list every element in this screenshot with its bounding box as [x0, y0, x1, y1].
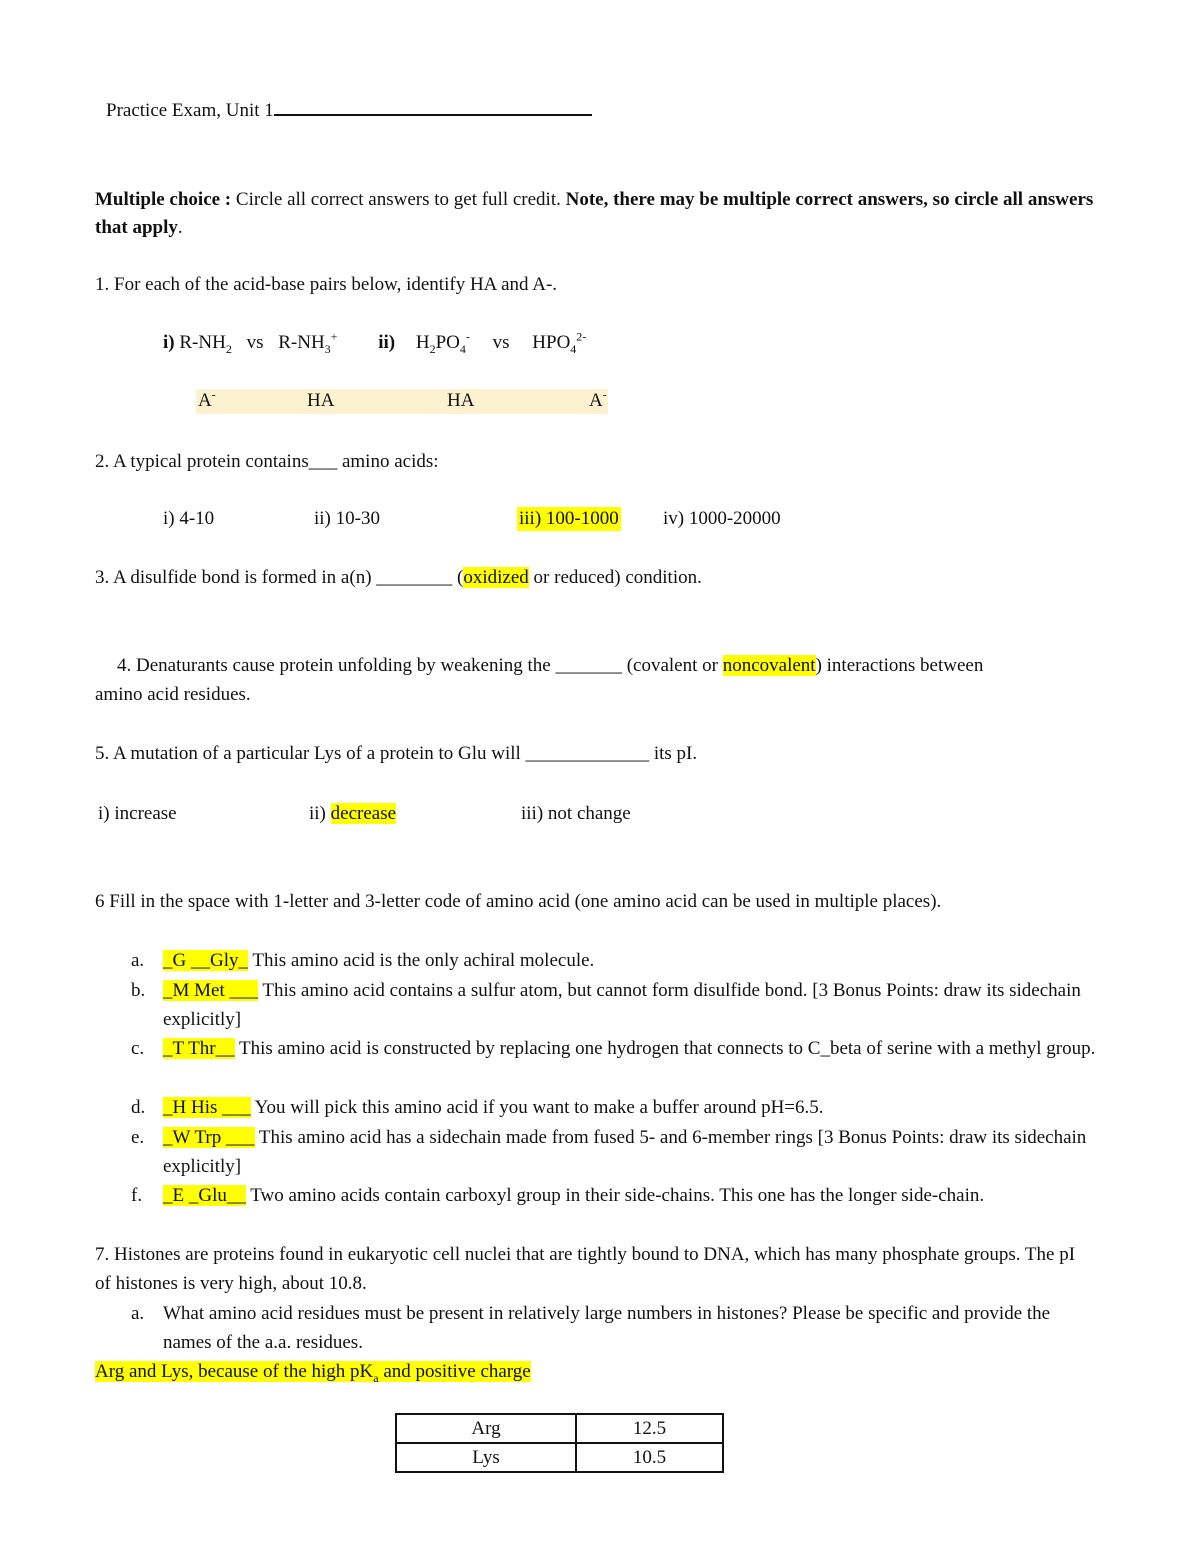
q6-item-letter: c. — [131, 1038, 145, 1059]
page-title — [106, 99, 592, 123]
q5-option-2-answer: decrease — [330, 803, 397, 824]
q6-item-c — [163, 1034, 1108, 1063]
q3-pre: 3. A disulfide bond is formed in a(n) ________ ( — [95, 567, 464, 588]
table-cell: Arg — [396, 1414, 576, 1443]
q5-option-2-label: ii) — [309, 803, 331, 824]
q6-item-b — [163, 976, 1108, 1034]
q6-item-d — [163, 1093, 1108, 1122]
q6-item-letter: a. — [131, 950, 145, 971]
table-cell: Lys — [396, 1443, 576, 1472]
pair-ii-vs: vs — [492, 332, 510, 353]
q6-item-answer: _E _Glu__ — [163, 1185, 246, 1206]
q1-answer-row — [196, 389, 608, 414]
pair-ii-b: HPO — [532, 332, 571, 353]
q1-answer-4: A- — [589, 387, 607, 411]
q6-item-e — [163, 1123, 1108, 1181]
q6-item-letter: d. — [131, 1097, 146, 1118]
table-row — [396, 1414, 723, 1443]
pair-ii-a-sub2: 4 — [459, 341, 466, 356]
q6-item-text: This amino acid contains a sulfur atom, but cannot form disulfide bond. [3 Bonus Points: draw its sidechain explicitly] — [163, 980, 1081, 1030]
q4-pre: 4. Denaturants cause protein unfolding by weakening the _______ (covalent or — [117, 655, 723, 676]
q6-item-a — [163, 946, 1108, 975]
q6-item-answer: _T Thr__ — [163, 1038, 235, 1059]
q3-post: or reduced) condition. — [528, 567, 702, 588]
q7-answer-highlight — [95, 1361, 531, 1385]
q2-option-4: iv) 1000-20000 — [663, 508, 781, 529]
q6-item-text: This amino acid is the only achiral molecule. — [247, 950, 595, 971]
q2-question: 2. A typical protein contains___ amino acids: — [95, 451, 439, 472]
q7-sub-letter: a. — [131, 1303, 145, 1324]
pka-table — [395, 1413, 724, 1473]
pair-ii-a1: H — [415, 332, 430, 353]
q6-item-text: This amino acid has a sidechain made from fused 5- and 6-member rings [3 Bonus Points: draw its sidechain explicitly] — [163, 1127, 1087, 1177]
q4-question — [117, 654, 983, 678]
pair-ii-b-sub: 4 — [570, 341, 577, 356]
q7-answer-pre: Arg and Lys, because of the high pK — [95, 1361, 374, 1382]
q6-item-letter: f. — [131, 1185, 143, 1206]
pair-i-b-sup: + — [330, 329, 338, 344]
q6-item-answer: _W Trp ___ — [163, 1127, 255, 1148]
q7-answer-post: and positive charge — [378, 1361, 531, 1382]
instructions-end: . — [177, 217, 183, 238]
q2-option-2: ii) 10-30 — [314, 508, 380, 529]
pair-ii-a-sub1: 2 — [429, 341, 436, 356]
pair-ii-b-sup: 2- — [576, 329, 587, 344]
pair-ii-a2: PO — [435, 332, 460, 353]
title-underline — [274, 100, 592, 116]
q3-answer: oxidized — [463, 567, 529, 588]
q5-option-2 — [309, 802, 396, 826]
table-cell: 10.5 — [576, 1443, 723, 1472]
title-text: Practice Exam, Unit 1 — [106, 100, 274, 121]
pair-i-label: i) — [163, 332, 175, 353]
q4-answer: noncovalent — [722, 655, 816, 676]
q4-post: ) interactions between — [815, 655, 984, 676]
pair-i-vs: vs — [246, 332, 264, 353]
q5-option-1: i) increase — [98, 803, 177, 824]
q6-question: 6 Fill in the space with 1-letter and 3-letter code of amino acid (one amino acid can be used in multiple places). — [95, 891, 942, 912]
q1-question: 1. For each of the acid-base pairs below, identify HA and A-. — [95, 274, 558, 295]
q7-question: 7. Histones are proteins found in eukaryotic cell nuclei that are tightly bound to DNA, which has many phosphate groups. The pI of histones is very high, about 10.8. — [95, 1244, 1076, 1294]
q1-pairs — [163, 331, 586, 355]
q1-answer-1: A- — [198, 387, 216, 411]
q7-sub-question: What amino acid residues must be present in relatively large numbers in histones? Please be specific and provide the names of the a.a. residues. — [163, 1303, 1051, 1353]
pair-i-a-sub: 2 — [225, 341, 232, 356]
pair-ii-a-sup: - — [465, 329, 470, 344]
q6-item-answer: _M Met ___ — [163, 980, 258, 1001]
pair-ii-label: ii) — [378, 332, 396, 353]
q6-item-answer: _G __Gly_ — [163, 950, 248, 971]
q1-answer-2: HA — [307, 390, 335, 411]
table-cell: 12.5 — [576, 1414, 723, 1443]
q4-line2: amino acid residues. — [95, 684, 251, 705]
q6-item-text: You will pick this amino acid if you want to make a buffer around pH=6.5. — [250, 1097, 824, 1118]
table-row — [396, 1443, 723, 1472]
pair-i-b: R-NH — [278, 332, 325, 353]
instructions-text: Circle all correct answers to get full credit. — [231, 189, 566, 210]
q6-item-f — [163, 1181, 1108, 1210]
q5-option-3: iii) not change — [521, 803, 631, 824]
pair-i-b-sub: 3 — [324, 341, 331, 356]
instructions — [95, 186, 1105, 242]
instructions-label: Multiple choice : — [95, 189, 232, 210]
q6-item-answer: _H His ___ — [163, 1097, 251, 1118]
q2-option-3: iii) 100-1000 — [519, 508, 619, 529]
q7-answer-sub: a — [373, 1370, 379, 1385]
pair-i-a: R-NH — [179, 332, 226, 353]
q6-item-letter: e. — [131, 1127, 145, 1148]
q6-item-letter: b. — [131, 980, 146, 1001]
q5-question: 5. A mutation of a particular Lys of a protein to Glu will _____________ its pI. — [95, 743, 698, 764]
instructions-note: Note, there may be multiple correct answers, so circle all answers that apply — [95, 189, 1094, 238]
q3-question — [95, 566, 702, 590]
q6-item-text: Two amino acids contain carboxyl group in their side-chains. This one has the longer side-chain. — [245, 1185, 985, 1206]
q6-item-text: This amino acid is constructed by replacing one hydrogen that connects to C_beta of serine with a methyl group. — [234, 1038, 1096, 1059]
q7-answer — [95, 1360, 531, 1384]
q1-answer-3: HA — [447, 390, 475, 411]
q2-option-1: i) 4-10 — [163, 508, 215, 529]
